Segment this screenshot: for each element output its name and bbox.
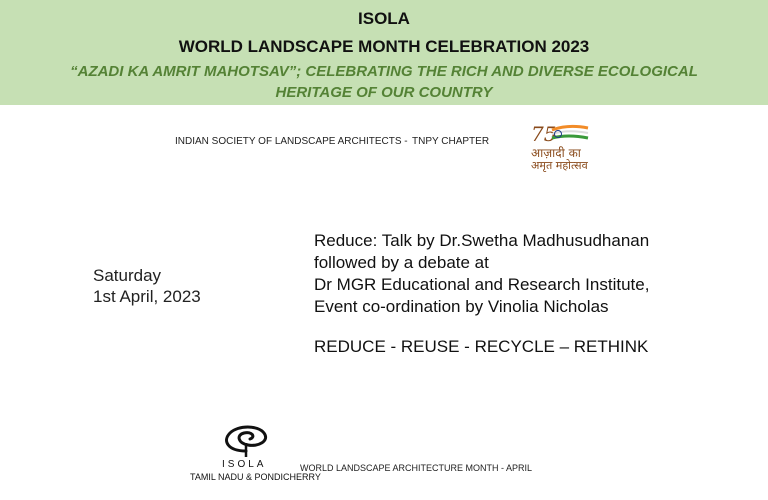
event-date: 1st April, 2023 (93, 287, 201, 306)
header-theme-line1: “AZADI KA AMRIT MAHOTSAV”; CELEBRATING THE RICH AND DIVERSE ECOLOGICAL (70, 63, 698, 80)
event-line4: Event co-ordination by Vinolia Nicholas (314, 297, 609, 316)
azadi-75-emblem-icon (528, 120, 608, 146)
header-banner (0, 0, 768, 105)
organization-name: INDIAN SOCIETY OF LANDSCAPE ARCHITECTS - (175, 136, 408, 147)
isola-logo-region: TAMIL NADU & PONDICHERRY (190, 472, 321, 482)
event-day: Saturday (93, 266, 162, 285)
event-details (314, 230, 649, 318)
event-slogan: REDUCE - REUSE - RECYCLE – RETHINK (314, 337, 649, 356)
event-line2: followed by a debate at (314, 253, 489, 272)
isola-swirl-logo-icon (218, 421, 274, 457)
azadi-line1: आज़ादी का (531, 146, 581, 160)
footer-text: WORLD LANDSCAPE ARCHITECTURE MONTH - APRIL (300, 463, 533, 473)
azadi-line2: अमृत महोत्सव (531, 159, 588, 172)
organization-chapter: TNPY CHAPTER (412, 136, 490, 147)
header-theme-line2: HERITAGE OF OUR COUNTRY (275, 84, 493, 101)
azadi-number: 75 (531, 122, 557, 146)
event-line3: Dr MGR Educational and Research Institute, (314, 275, 650, 294)
isola-logo-word: ISOLA (222, 459, 267, 470)
event-date-block (93, 265, 201, 307)
azadi-ka-amrit-mahotsav-logo (528, 120, 608, 172)
event-line1: Reduce: Talk by Dr.Swetha Madhusudhanan (314, 231, 650, 250)
header-org-short: ISOLA (358, 9, 410, 28)
header-title: WORLD LANDSCAPE MONTH CELEBRATION 2023 (178, 37, 590, 56)
